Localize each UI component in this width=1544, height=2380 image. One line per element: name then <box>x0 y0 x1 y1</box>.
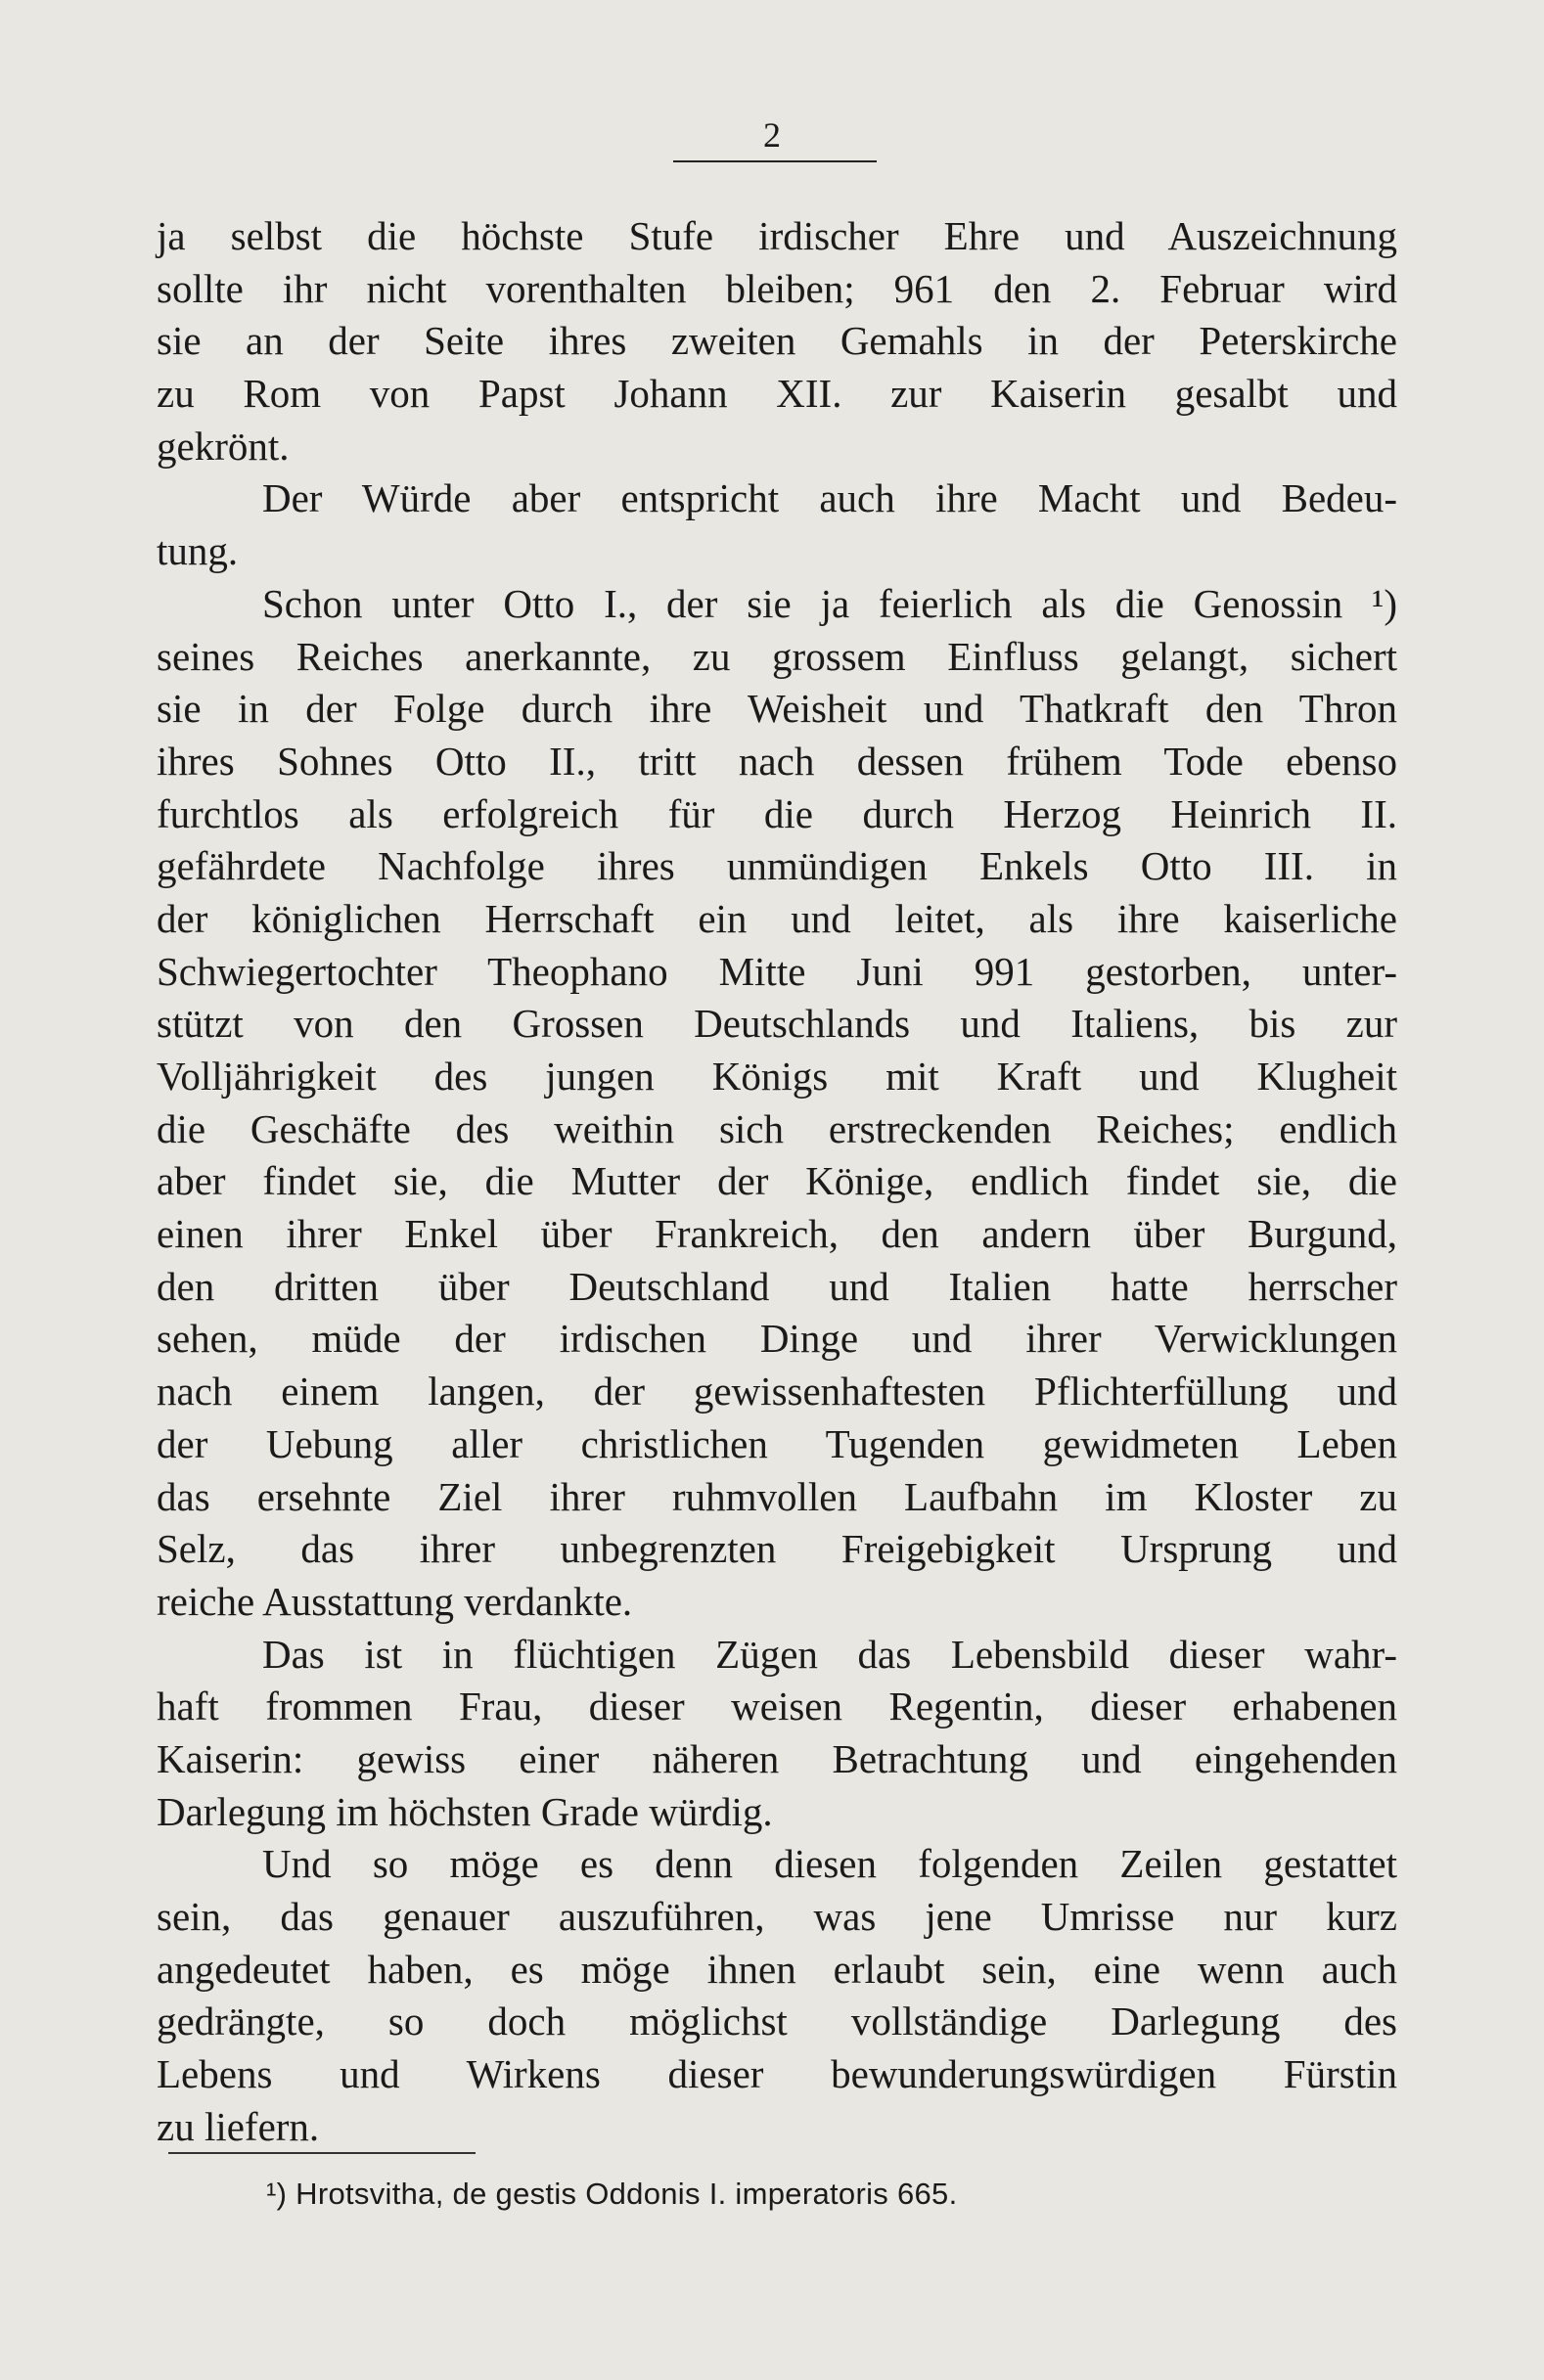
text-line: Darlegung im höchsten Grade würdig. <box>157 1788 773 1834</box>
text-line: tung. <box>157 528 239 574</box>
text-line: angedeutet haben, es möge ihnen erlaubt sein, eine wenn auch <box>157 1946 1397 1992</box>
page-number: 2 <box>763 115 781 155</box>
text-line: das ersehnte Ziel ihrer ruhmvollen Laufbahn im Kloster zu <box>157 1473 1397 1519</box>
text-line: einen ihrer Enkel über Frankreich, den andern über Burgund, <box>157 1211 1397 1257</box>
text-line: ja selbst die höchste Stufe irdischer Ehre und Auszeichnung <box>157 213 1397 258</box>
text-line: Das ist in flüchtigen Zügen das Lebensbild dieser wahr- <box>262 1631 1397 1677</box>
text-line: sie an der Seite ihres zweiten Gemahls in der Peterskirche <box>157 318 1397 364</box>
text-line: ihres Sohnes Otto II., tritt nach dessen frühem Tode ebenso <box>157 738 1397 784</box>
text-line: sollte ihr nicht vorenthalten bleiben; 961 den 2. Februar wird <box>157 265 1397 311</box>
text-line: aber findet sie, die Mutter der Könige, endlich findet sie, die <box>157 1158 1397 1204</box>
text-line: Kaiserin: gewiss einer näheren Betrachtung und eingehenden <box>157 1735 1397 1781</box>
text-line: Schwiegertochter Theophano Mitte Juni 991 gestorben, unter- <box>157 948 1397 994</box>
text-line: Der Würde aber entspricht auch ihre Macht und Bedeu- <box>262 475 1397 521</box>
text-line: die Geschäfte des weithin sich erstreckenden Reiches; endlich <box>157 1105 1397 1151</box>
text-line: haft frommen Frau, dieser weisen Regentin, dieser erhabenen <box>157 1684 1397 1729</box>
text-line: sehen, müde der irdischen Dinge und ihrer Verwicklungen <box>157 1316 1397 1362</box>
text-line: furchtlos als erfolgreich für die durch Herzog Heinrich II. <box>157 790 1397 836</box>
text-line: gefährdete Nachfolge ihres unmündigen Enkels Otto III. in <box>157 843 1397 889</box>
text-line: reiche Ausstattung verdankte. <box>157 1578 633 1624</box>
page-number-rule <box>673 160 877 162</box>
text-line: nach einem langen, der gewissenhaftesten Pflichterfüllung und <box>157 1369 1397 1415</box>
text-line: stützt von den Grossen Deutschlands und Italiens, bis zur <box>157 1001 1397 1047</box>
text-line: der königlichen Herrschaft ein und leitet, als ihre kaiserliche <box>157 895 1397 941</box>
body-text <box>157 210 1397 2153</box>
text-line: Schon unter Otto I., der sie ja feierlich als die Genossin ¹) <box>262 580 1397 626</box>
text-line: Lebens und Wirkens dieser bewunderungswürdigen Fürstin <box>157 2051 1397 2097</box>
text-line: Und so möge es denn diesen folgenden Zeilen gestattet <box>262 1841 1397 1887</box>
text-line: sie in der Folge durch ihre Weisheit und Thatkraft den Thron <box>157 686 1397 732</box>
footnote-rule <box>168 2152 476 2154</box>
footnote: ¹) Hrotsvitha, de gestis Oddonis I. imperatoris 665. <box>266 2177 958 2211</box>
text-line: zu liefern. <box>157 2103 320 2149</box>
text-line: zu Rom von Papst Johann XII. zur Kaiserin gesalbt und <box>157 371 1397 417</box>
text-line: sein, das genauer auszuführen, was jene Umrisse nur kurz <box>157 1894 1397 1939</box>
text-line: gedrängte, so doch möglichst vollständige Darlegung des <box>157 1998 1397 2044</box>
text-line: seines Reiches anerkannte, zu grossem Einfluss gelangt, sichert <box>157 633 1397 679</box>
text-line: den dritten über Deutschland und Italien hatte herrscher <box>157 1263 1397 1309</box>
text-line: der Uebung aller christlichen Tugenden gewidmeten Leben <box>157 1420 1397 1466</box>
text-line: Volljährigkeit des jungen Königs mit Kraft und Klugheit <box>157 1054 1397 1099</box>
text-line: Selz, das ihrer unbegrenzten Freigebigkeit Ursprung und <box>157 1526 1397 1572</box>
text-line: gekrönt. <box>157 423 290 469</box>
